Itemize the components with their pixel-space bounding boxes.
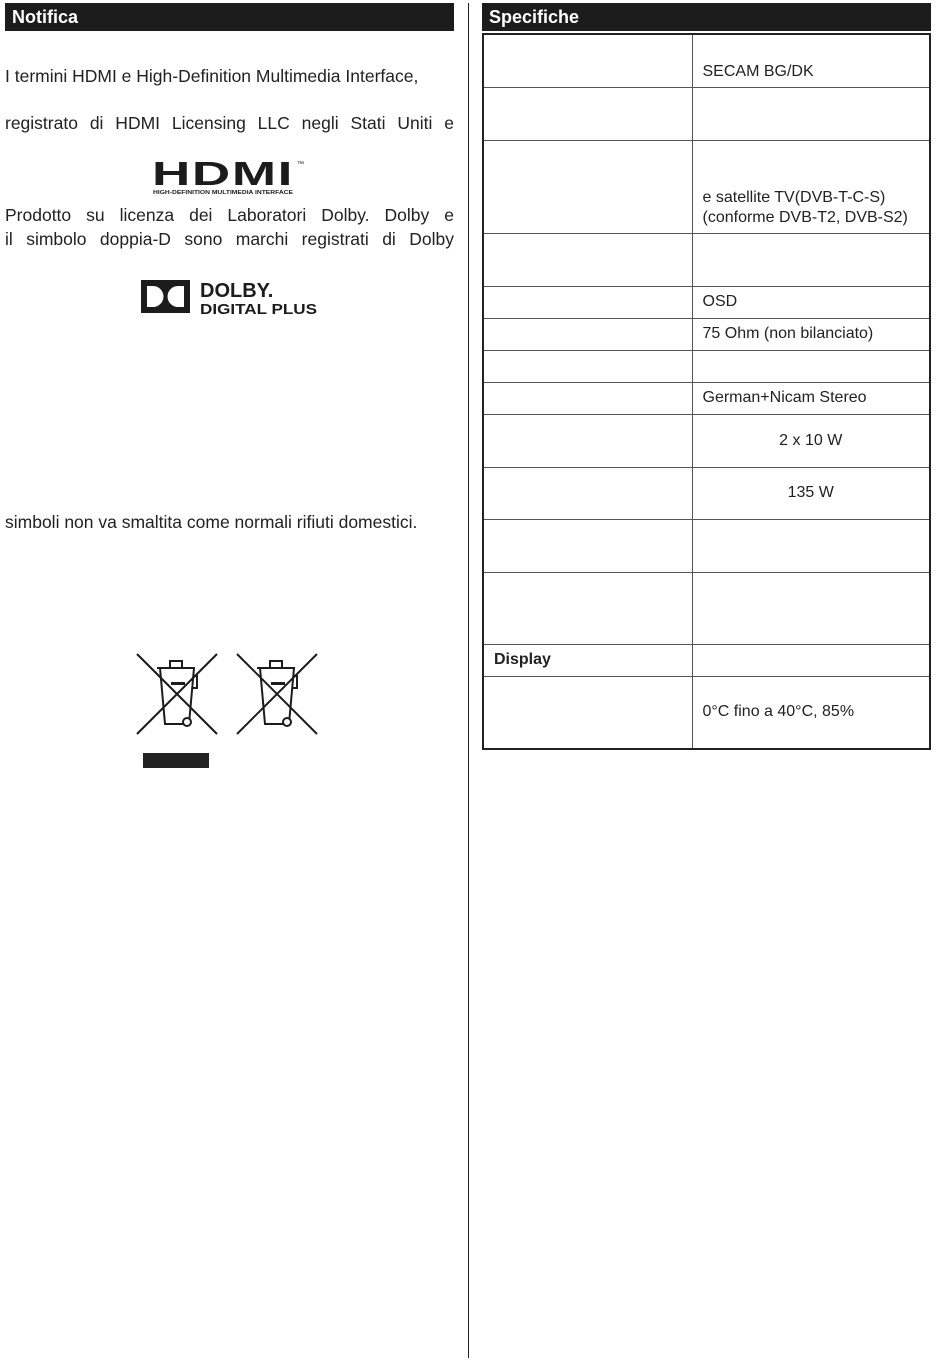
spec-label (483, 233, 692, 286)
spec-value-line: (conforme DVB-T2, DVB-S2) (702, 208, 908, 226)
notice-section-title: Notifica (5, 3, 454, 31)
spec-value (692, 350, 930, 382)
spec-label (483, 572, 692, 644)
table-row (483, 382, 930, 414)
spec-value: 0°C fino a 40°C, 85% (692, 676, 930, 749)
spec-value: 2 x 10 W (692, 414, 930, 467)
spec-value (692, 140, 930, 233)
dolby-logo-sub: DIGITAL PLUS (200, 301, 317, 317)
dolby-logo-word: DOLBY. (200, 280, 274, 302)
spec-value (692, 519, 930, 572)
spec-value (692, 87, 930, 140)
weee-crossed-bin-icon (135, 652, 219, 736)
spec-value: German+Nicam Stereo (692, 382, 930, 414)
disposal-paragraph-line: simboli non va smaltita come normali rifiuti domestici. (5, 512, 418, 532)
spec-value: 135 W (692, 467, 930, 519)
spec-label (483, 382, 692, 414)
spec-label (483, 519, 692, 572)
table-row (483, 318, 930, 350)
hdmi-trademark: ™ (297, 161, 304, 168)
hdmi-paragraph-line-1: I termini HDMI e High-Definition Multimedia Interface, (5, 66, 419, 86)
spec-label (483, 414, 692, 467)
specifications-table (482, 33, 931, 750)
table-row (483, 34, 930, 87)
column-divider (468, 3, 469, 1358)
spec-label (483, 34, 692, 87)
spec-label: Display (483, 644, 692, 676)
spec-value (692, 233, 930, 286)
table-row (483, 140, 930, 233)
weee-crossed-bin-icon (235, 652, 319, 736)
spec-value: SECAM BG/DK (692, 34, 930, 87)
dolby-logo (141, 277, 321, 317)
hdmi-tagline: HIGH-DEFINITION MULTIMEDIA INTERFACE (153, 190, 294, 196)
dolby-paragraph-line-2: il simbolo doppia-D sono marchi registrati di Dolby (5, 229, 454, 249)
spec-label (483, 350, 692, 382)
spec-label (483, 286, 692, 318)
table-row (483, 572, 930, 644)
spec-value (692, 572, 930, 644)
dolby-double-d-icon (141, 277, 321, 317)
table-row (483, 350, 930, 382)
spec-label (483, 676, 692, 749)
weee-underline-bar (143, 753, 209, 768)
spec-value: 75 Ohm (non bilanciato) (692, 318, 930, 350)
spec-value (692, 644, 930, 676)
table-row (483, 467, 930, 519)
table-row (483, 87, 930, 140)
spec-value-line: e satellite TV(DVB-T-C-S) (702, 188, 886, 206)
table-row (483, 644, 930, 676)
table-row (483, 676, 930, 749)
table-row (483, 286, 930, 318)
hdmi-logo-word: HDMI (152, 158, 294, 192)
specifications-section-title: Specifiche (482, 3, 931, 31)
table-row (483, 519, 930, 572)
hdmi-paragraph-line-2: registrato di HDMI Licensing LLC negli Stati Uniti e (5, 113, 454, 133)
spec-label (483, 318, 692, 350)
table-row (483, 414, 930, 467)
hdmi-logo (152, 158, 307, 196)
dolby-paragraph-line-1: Prodotto su licenza dei Laboratori Dolby. Dolby e (5, 205, 454, 225)
hdmi-logo-graphic (152, 158, 307, 196)
spec-label (483, 87, 692, 140)
spec-value: OSD (692, 286, 930, 318)
spec-label (483, 467, 692, 519)
table-row (483, 233, 930, 286)
spec-label (483, 140, 692, 233)
